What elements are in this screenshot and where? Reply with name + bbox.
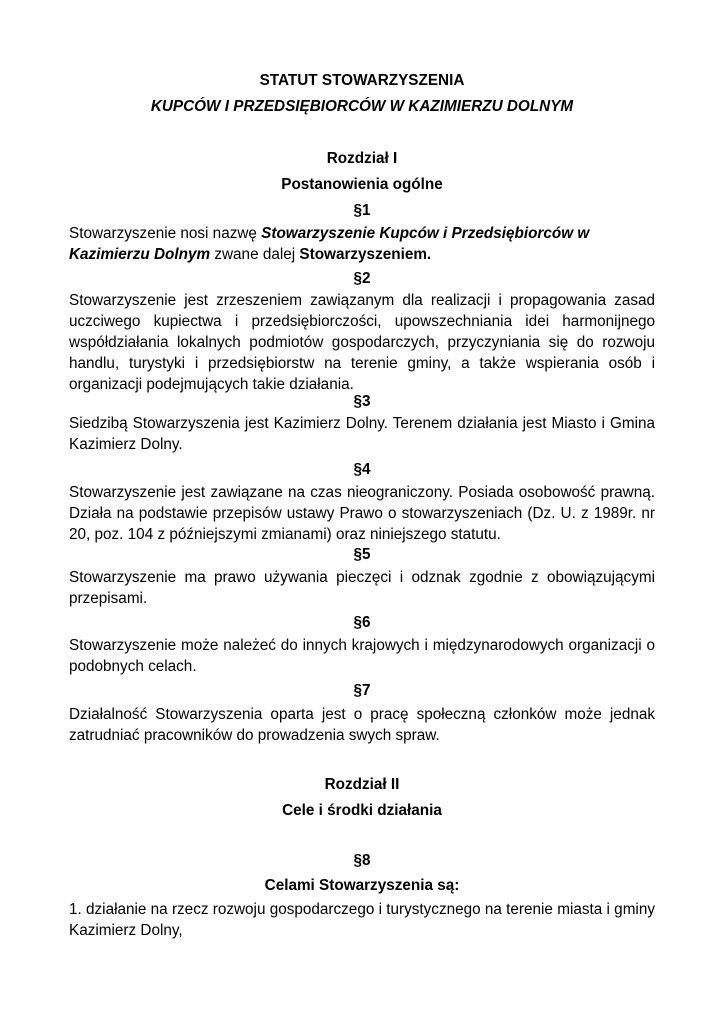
- association-name-line1: Stowarzyszenie Kupców i Przedsiębiorców w: [261, 225, 590, 242]
- section-8-mark: §8: [353, 852, 371, 869]
- section-5-text: Stowarzyszenie ma prawo używania pieczęci i odznak zgodnie z obowiązującymi przepisami.: [69, 569, 655, 607]
- section-1-text: [69, 223, 655, 265]
- chapter-1-subheading: Postanowienia ogólne: [281, 176, 443, 193]
- section-6-mark: §6: [353, 614, 371, 631]
- section-3-text: Siedzibą Stowarzyszenia jest Kazimierz Dolny. Terenem działania jest Miasto i Gmina Kazimierz Dolny.: [69, 415, 655, 453]
- section-7-text: Działalność Stowarzyszenia oparta jest o pracę społeczną członków może jednak zatrudniać pracowników do prowadzenia swych spraw.: [69, 706, 655, 744]
- section-1-mark: §1: [353, 202, 371, 219]
- document-title: STATUT STOWARZYSZENIA: [259, 72, 465, 89]
- document-subtitle: KUPCÓW I PRZEDSIĘBIORCÓW W KAZIMIERZU DOLNYM: [150, 98, 574, 115]
- section-5-mark: §5: [353, 546, 371, 563]
- section-4-text: Stowarzyszenie jest zawiązane na czas nieograniczony. Posiada osobowość prawną. Działa na podstawie przepisów ustawy Prawo o stowarzyszeniach (Dz. U. z 1989r. nr 20, poz. 104 z późniejszymi zmianami) oraz niniejszego statutu.: [69, 484, 655, 543]
- section-8-item-1: 1. działanie na rzecz rozwoju gospodarczego i turystycznego na terenie miasta i gminy Kazimierz Dolny,: [69, 901, 655, 939]
- section-4-mark: §4: [353, 461, 371, 478]
- association-name-line2: Kazimierzu Dolnym: [69, 246, 211, 263]
- chapter-2-heading: Rozdział II: [324, 776, 400, 793]
- section-8-heading: Celami Stowarzyszenia są:: [264, 877, 460, 894]
- chapter-2-subheading: Cele i środki działania: [282, 802, 442, 819]
- section-1-text-before: Stowarzyszenie nosi nazwę: [69, 225, 262, 242]
- section-2-text: Stowarzyszenie jest zrzeszeniem zawiązanym dla realizacji i propagowania zasad uczciwego kupiectwa i przedsiębiorczości, upowszechniania idei harmonijnego współdziałania lokalnych podmiotów gospodarczych, przyczyniania się do rozwoju handlu, turystyki i przedsiębiorstw na terenie gminy, a także wspierania osób i organizacji podejmujących takie działania.: [69, 292, 655, 393]
- section-2-mark: §2: [353, 270, 371, 287]
- association-alias: Stowarzyszeniem.: [299, 246, 432, 263]
- chapter-1-heading: Rozdział I: [326, 150, 398, 167]
- section-1-text-middle: zwane dalej: [210, 246, 300, 263]
- section-7-mark: §7: [353, 682, 371, 699]
- section-3-mark: §3: [353, 393, 371, 410]
- section-6-text: Stowarzyszenie może należeć do innych krajowych i międzynarodowych organizacji o podobnych celach.: [69, 637, 655, 675]
